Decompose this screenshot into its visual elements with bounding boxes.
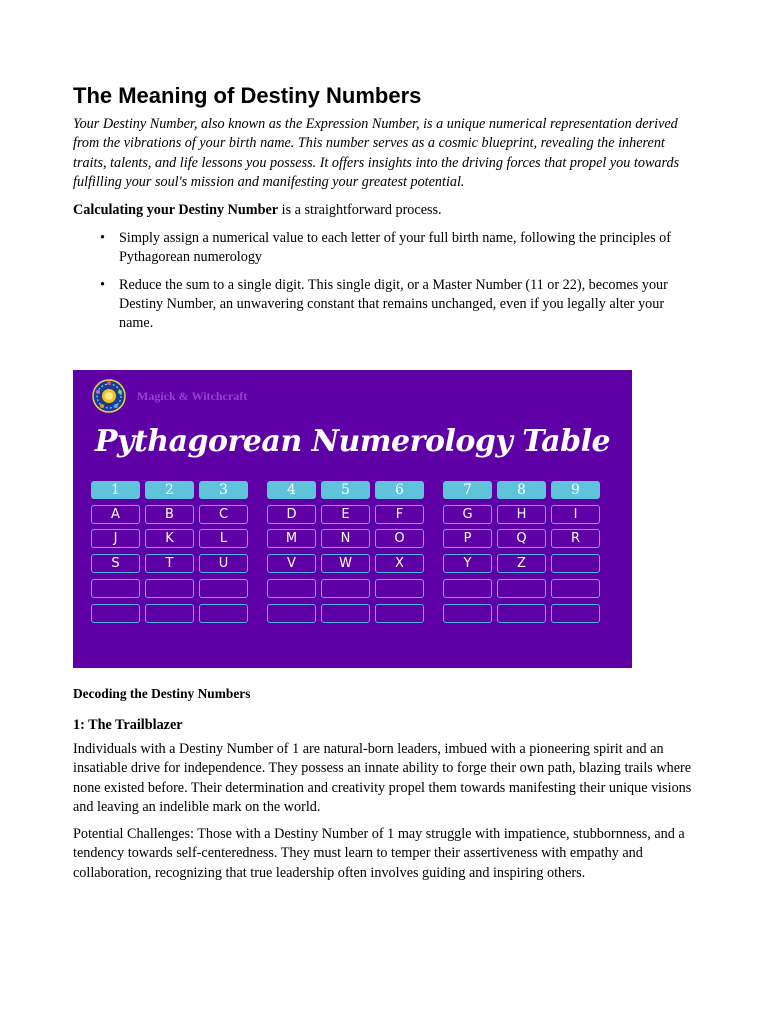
letter-cell bbox=[375, 579, 424, 598]
letter-cell: D bbox=[267, 505, 316, 524]
letter-cell: T bbox=[145, 554, 194, 573]
brand bbox=[91, 378, 247, 414]
letter-cell: S bbox=[91, 554, 140, 573]
numerology-table-image bbox=[73, 370, 632, 668]
banner-title: Pythagorean Numerology Table bbox=[94, 424, 611, 459]
page-title: The Meaning of Destiny Numbers bbox=[73, 83, 422, 108]
letter-cell: U bbox=[199, 554, 248, 573]
number-header-cell: 8 bbox=[497, 481, 546, 499]
letter-cell: P bbox=[443, 529, 492, 548]
intro-paragraph: Your Destiny Number, also known as the Expression Number, is a unique numerical representation derived from the vibrations of your birth name. This number serves as a cosmic blueprint, revealing the inherent traits, talents, and life lessons you possess. It offers insights into the driving forces that propel you towards fulfilling your soul's mission and manifesting your greatest potential. bbox=[73, 116, 680, 190]
number-header-cell: 9 bbox=[551, 481, 600, 499]
letter-cell bbox=[443, 604, 492, 623]
letter-cell: J bbox=[91, 529, 140, 548]
letter-cell bbox=[91, 604, 140, 623]
letter-cell: X bbox=[375, 554, 424, 573]
list-item bbox=[73, 229, 693, 268]
number-header-cell: 2 bbox=[145, 481, 194, 499]
list-item-text: Simply assign a numerical value to each letter of your full birth name, following the principles of Pythagorean numerology bbox=[119, 230, 671, 266]
number-header-cell: 1 bbox=[91, 481, 140, 499]
pentacle-logo-icon bbox=[91, 378, 127, 414]
number-header-cell: 7 bbox=[443, 481, 492, 499]
letter-cell bbox=[375, 604, 424, 623]
number-header-cell: 3 bbox=[199, 481, 248, 499]
brand-name: Magick & Witchcraft bbox=[137, 388, 248, 403]
letter-cell: C bbox=[199, 505, 248, 524]
letter-cell bbox=[267, 604, 316, 623]
bullet-icon: • bbox=[100, 230, 105, 246]
letter-cell bbox=[497, 579, 546, 598]
calculation-bold: Calculating your Destiny Number bbox=[73, 202, 279, 218]
number-header-cell: 4 bbox=[267, 481, 316, 499]
letter-cell: O bbox=[375, 529, 424, 548]
letter-cell bbox=[91, 579, 140, 598]
letter-cell: Z bbox=[497, 554, 546, 573]
letter-cell: F bbox=[375, 505, 424, 524]
letter-cell bbox=[321, 579, 370, 598]
number-challenges: Potential Challenges: Those with a Destiny Number of 1 may struggle with impatience, stubbornness, and a tendency towards self-centeredness. They must learn to temper their assertiveness with empathy and collaboration, recognizing that true leadership often involves guiding and inspiring others. bbox=[73, 826, 685, 881]
calculation-rest: is a straightforward process. bbox=[278, 202, 442, 218]
letter-cell bbox=[443, 579, 492, 598]
letter-cell: A bbox=[91, 505, 140, 524]
letter-cell bbox=[551, 579, 600, 598]
letter-cell bbox=[551, 604, 600, 623]
letter-cell bbox=[267, 579, 316, 598]
letter-cell: N bbox=[321, 529, 370, 548]
list-item bbox=[73, 276, 693, 334]
letter-cell bbox=[145, 604, 194, 623]
number-description: Individuals with a Destiny Number of 1 are natural-born leaders, imbued with a pioneering spirit and an insatiable drive for independence. They possess an innate ability to forge their own path, blazing trails where none existed before. Their determination and creativity propel them towards manifesting their unique visions and leaving an indelible mark on the world. bbox=[73, 741, 692, 816]
number-header-cell: 5 bbox=[321, 481, 370, 499]
letter-cell: Y bbox=[443, 554, 492, 573]
letter-cell: H bbox=[497, 505, 546, 524]
number-heading: 1: The Trailblazer bbox=[73, 717, 183, 733]
letter-cell: V bbox=[267, 554, 316, 573]
letter-cell bbox=[497, 604, 546, 623]
list-item-text: Reduce the sum to a single digit. This single digit, or a Master Number (11 or 22), becomes your Destiny Number, an unwavering constant that remains unchanged, even if you legally alter your name. bbox=[119, 276, 668, 332]
number-header-cell: 6 bbox=[375, 481, 424, 499]
letter-cell: I bbox=[551, 505, 600, 524]
letter-cell: K bbox=[145, 529, 194, 548]
letter-cell: M bbox=[267, 529, 316, 548]
letter-cell bbox=[199, 579, 248, 598]
letter-cell: Q bbox=[497, 529, 546, 548]
letter-cell: W bbox=[321, 554, 370, 573]
section-heading: Decoding the Destiny Numbers bbox=[73, 686, 251, 701]
letter-cell bbox=[199, 604, 248, 623]
calculation-intro bbox=[73, 201, 442, 220]
letter-cell: B bbox=[145, 505, 194, 524]
letter-cell: G bbox=[443, 505, 492, 524]
letter-cell bbox=[551, 554, 600, 573]
bullet-icon: • bbox=[100, 276, 105, 293]
calculation-steps bbox=[73, 229, 693, 341]
letter-cell: R bbox=[551, 529, 600, 548]
letter-cell: E bbox=[321, 505, 370, 524]
letter-cell bbox=[321, 604, 370, 623]
letter-cell bbox=[145, 579, 194, 598]
letter-cell: L bbox=[199, 529, 248, 548]
